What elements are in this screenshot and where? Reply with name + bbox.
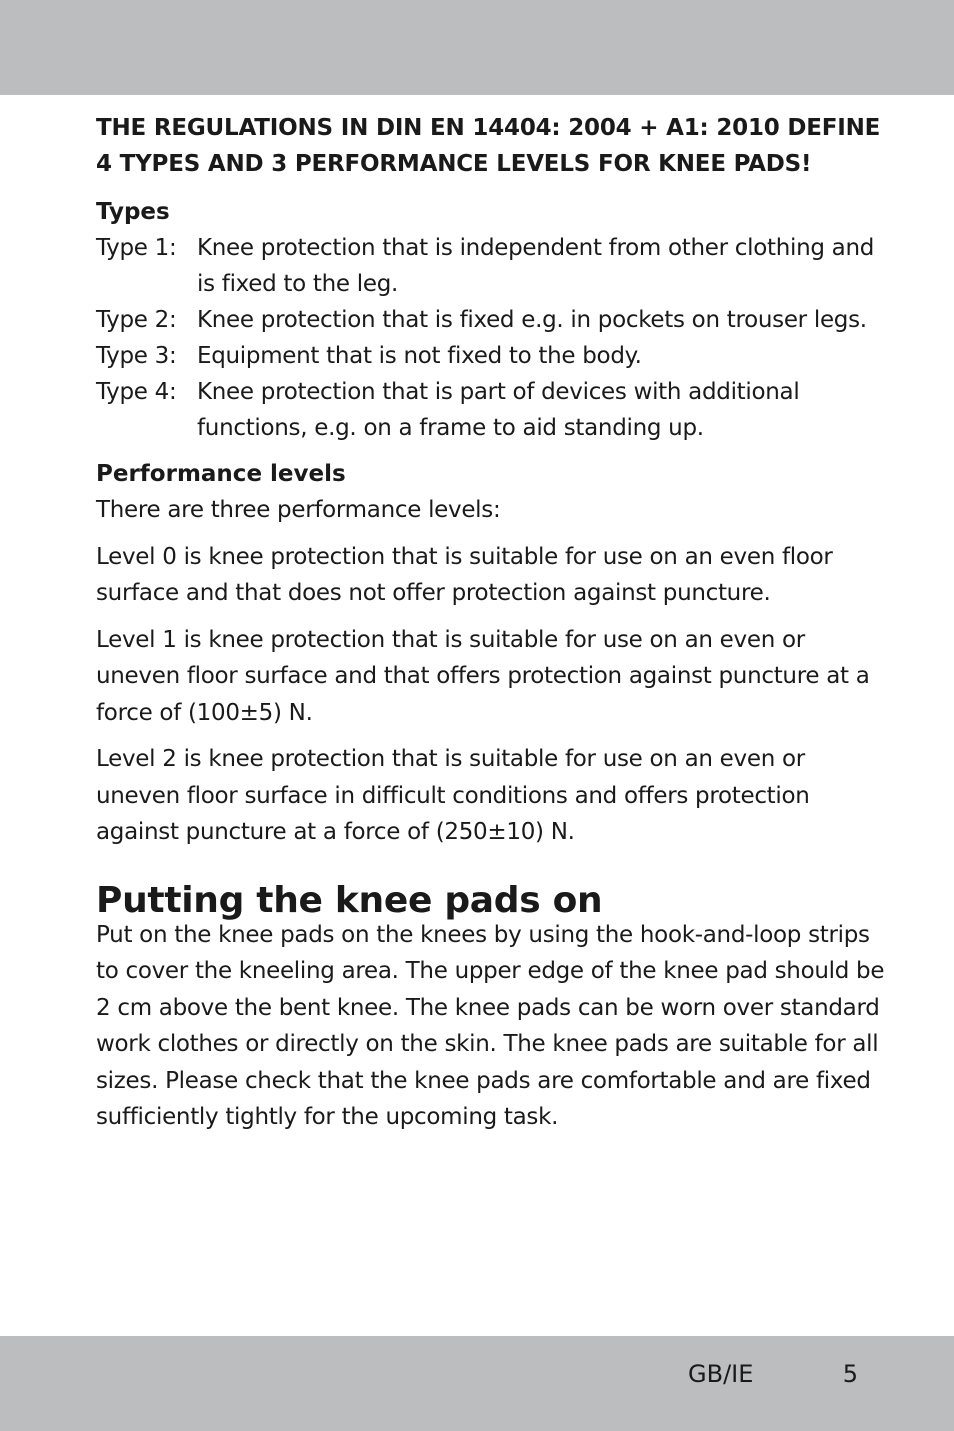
page-number: 5 <box>842 1360 858 1388</box>
type-label: Type 1: <box>96 235 177 261</box>
type-description: Knee protection that is part of devices with additional functions, e.g. on a frame to aid standing up. <box>197 379 800 441</box>
level-1-paragraph: Level 1 is knee protection that is suitable for use on an even or uneven floor surface and that offers protection against puncture at a force of (100±5) N. <box>96 626 870 726</box>
footer-language: GB/IE <box>688 1360 754 1388</box>
footer-band <box>0 1336 954 1431</box>
section-title: Putting the knee pads on <box>96 879 603 921</box>
header-band <box>0 0 954 95</box>
type-item-3 <box>96 338 886 374</box>
type-description: Knee protection that is fixed e.g. in pockets on trouser legs. <box>197 307 867 333</box>
performance-heading: Performance levels <box>96 461 346 487</box>
level-0-paragraph: Level 0 is knee protection that is suitable for use on an even floor surface and that does not offer protection against puncture. <box>96 543 833 606</box>
type-description: Equipment that is not fixed to the body. <box>197 343 642 369</box>
page-content <box>96 110 886 1136</box>
type-item-2 <box>96 302 886 338</box>
type-description: Knee protection that is independent from other clothing and is fixed to the leg. <box>197 235 875 297</box>
regulations-intro: THE REGULATIONS IN DIN EN 14404: 2004 + A1: 2010 DEFINE 4 TYPES AND 3 PERFORMANCE LEVELS FOR KNEE PADS! <box>96 115 881 177</box>
types-list <box>96 230 886 446</box>
performance-intro: There are three performance levels: <box>96 497 501 523</box>
type-item-4 <box>96 374 886 446</box>
type-label: Type 4: <box>96 379 177 405</box>
level-2-paragraph: Level 2 is knee protection that is suitable for use on an even or uneven floor surface in difficult conditions and offers protection against puncture at a force of (250±10) N. <box>96 746 810 845</box>
type-item-1 <box>96 230 886 302</box>
section-body: Put on the knee pads on the knees by using the hook-and-loop strips to cover the kneeling area. The upper edge of the knee pad should be 2 cm above the bent knee. The knee pads can be worn over standard work clothes or directly on the skin. The knee pads are suitable for all sizes. Please check that the knee pads are comfortable and are fixed sufficiently tightly for the upcoming task. <box>96 921 885 1130</box>
types-heading: Types <box>96 199 170 225</box>
type-label: Type 3: <box>96 343 177 369</box>
type-label: Type 2: <box>96 307 177 333</box>
